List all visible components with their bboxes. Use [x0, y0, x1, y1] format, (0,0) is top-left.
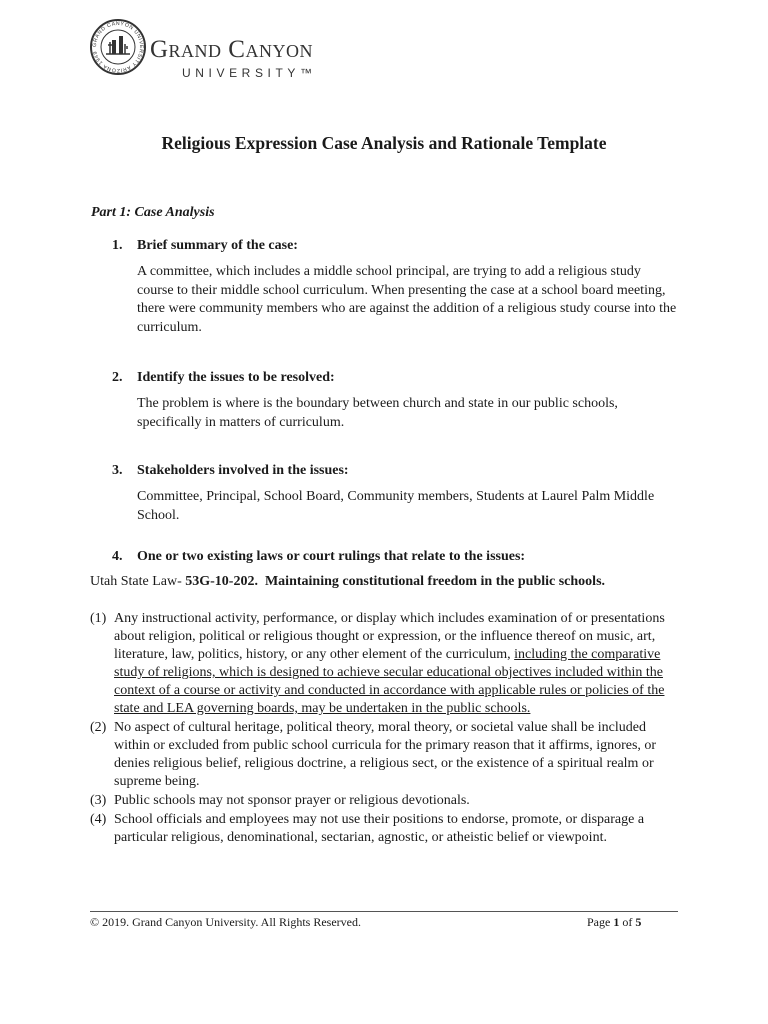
university-logo [90, 16, 350, 78]
footer-page-number [587, 915, 641, 930]
provision-number: (1) [90, 611, 107, 626]
provision-text: No aspect of cultural heritage, political theory, moral theory, or societal value shall be included within or excluded from public school curricula for the primary reason that it affirms, ignores, or denies religious belief, religious doctrine, a religious sect, or the existence of a spiritual realm or supreme being. [114, 720, 657, 789]
provision-number: (2) [90, 720, 107, 735]
provision-text: School officials and employees may not use their positions to endorse, promote, or disparage a particular religious, denominational, sectarian, agnostic, or atheistic belief or viewpoint. [114, 812, 645, 845]
university-seal-icon [90, 16, 146, 78]
provision-item [90, 610, 685, 718]
question-number: 3. [112, 463, 123, 478]
provision-text-plain: Any instructional activity, performance, or display which includes examination of or presentations about religion, political or religious thought or expression, or the influence thereof on music, art, literature, law, politics, history, or any other element of the curriculum, [114, 611, 665, 662]
page-total: 5 [635, 915, 642, 929]
document-title: Religious Expression Case Analysis and Rationale Template [161, 133, 607, 153]
question-3-heading [112, 463, 349, 479]
university-subtitle: UNIVERSITY™ [182, 66, 317, 80]
seal-text: GRAND CANYON UNIVERSITY ARIZONA 1949 [91, 20, 145, 74]
question-text: One or two existing laws or court rulings that relate to the issues: [137, 549, 526, 564]
question-3-answer: Committee, Principal, School Board, Community members, Students at Laurel Palm Middle School. [137, 489, 655, 523]
provision-text-underlined: including the comparative study of religions, which is designed to achieve secular educational objectives included within the context of a course or activity and conducted in accordance with applicable rules or policies of the state and LEA governing boards, may be undertaken in the public schools. [114, 647, 665, 716]
provision-item [90, 792, 685, 810]
footer-copyright: © 2019. Grand Canyon University. All Rights Reserved. [90, 915, 361, 929]
page-of: of [619, 915, 636, 929]
question-number: 4. [112, 549, 123, 564]
question-number: 2. [112, 370, 123, 385]
university-name: Grand Canyon [150, 36, 313, 63]
question-2-answer: The problem is where is the boundary between church and state in our public schools, specifically in matters of curriculum. [137, 396, 618, 430]
question-text: Stakeholders involved in the issues: [137, 463, 349, 478]
question-1-answer: A committee, which includes a middle school principal, are trying to add a religious study course to their middle school curriculum. When presenting the case at a school board meeting, there were community members who are against the addition of a religious study course into the curriculum. [137, 264, 677, 335]
question-text: Brief summary of the case: [137, 238, 298, 253]
page-label: Page [587, 915, 614, 929]
provision-text [114, 610, 685, 718]
law-code: 53G-10-202. [185, 574, 258, 589]
law-title [90, 574, 605, 590]
question-2-heading [112, 370, 335, 386]
law-prefix: Utah State Law- [90, 574, 186, 589]
question-1-heading [112, 238, 298, 254]
provision-item [90, 811, 685, 847]
page-current: 1 [613, 915, 620, 929]
provision-number: (4) [90, 812, 107, 827]
provision-text: Public schools may not sponsor prayer or religious devotionals. [114, 793, 470, 808]
question-number: 1. [112, 238, 123, 253]
question-text: Identify the issues to be resolved: [137, 370, 335, 385]
question-4-heading [112, 549, 525, 565]
provision-number: (3) [90, 793, 107, 808]
provision-item [90, 719, 685, 791]
law-name: Maintaining constitutional freedom in the public schools. [264, 574, 606, 589]
part-1-heading: Part 1: Case Analysis [91, 205, 215, 220]
law-provisions [90, 610, 685, 848]
footer-divider [90, 911, 678, 912]
svg-text:GRAND CANYON UNIVERSITY ARIZON [92, 21, 144, 73]
